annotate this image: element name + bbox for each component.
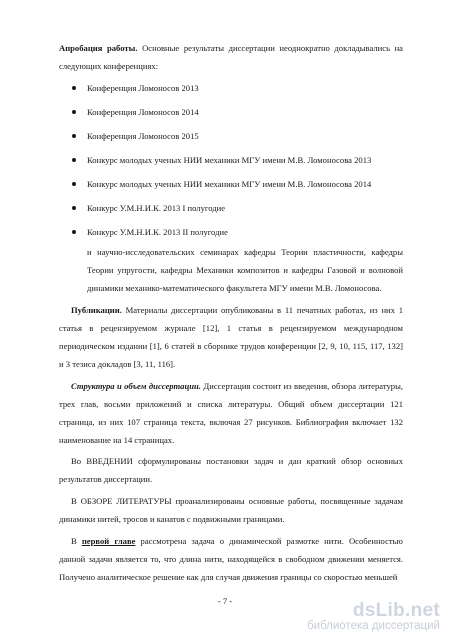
bullet-icon	[72, 158, 76, 162]
approbation-lead: Апробация работы.	[59, 43, 138, 53]
bullet-icon	[72, 134, 76, 138]
approbation-text: Основные результаты диссертации неоднократно докладывались на следующих конференциях:	[59, 43, 403, 71]
publications-paragraph	[59, 301, 403, 373]
approbation-paragraph	[59, 39, 403, 75]
bullet-icon	[72, 110, 76, 114]
publications-lead: Публикации.	[71, 305, 122, 315]
watermark-logo: dsLib.net	[352, 600, 440, 621]
watermark-tagline: библиотека диссертаций	[307, 620, 440, 632]
watermark	[307, 600, 440, 632]
bullet-icon	[72, 206, 76, 210]
chapter1-lead: первой главе	[81, 536, 136, 546]
bullet-icon	[72, 182, 76, 186]
page-number: - 7 -	[217, 596, 233, 606]
bullet-icon	[72, 86, 76, 90]
structure-paragraph	[59, 377, 403, 449]
chapter1-text: рассмотрена задача о динамической размотке нити. Особенностью данной задачи является то, что длина нити, находящейся в свободном движении меняется. Получено аналитическое решение как для случая движения границы со скоростью меньшей	[59, 536, 403, 582]
publications-text: Материалы диссертации опубликованы в 11 печатных работах, из них 1 статья в рецензируемом журнале [12], 1 статья в рецензируемом международном периодическом издании [1], 6 статей в сборнике трудов конференции [2, 9, 10, 115, 117, 132] и 3 тезиса докладов [3, 11, 116].	[59, 305, 403, 369]
seminars-paragraph: и научно-исследовательских семинарах кафедры Теории пластичности, кафедры Теории упругости, кафедры Механики композитов и кафедры Газовой и волновой динамики механико-математического факультета МГУ имени М.В. Ломоносова.	[87, 247, 403, 293]
structure-text: Диссертация состоит из введения, обзора литературы, трех глав, восьми приложений и списка литературы. Общий объем диссертации 121 страница, из них 107 страница текста, включая 27 рисунков. Библиография включает 132 наименование на 14 страницах.	[59, 381, 403, 445]
document-page: Апробация работы. Основные результаты диссертации неоднократно докладывались на следующих конференциях: Конференция Ломоносов 2013 Конференция Ломоносов 2014 Конференция Ломоносов 2015 Конкурс молодых ученых НИИ механики МГУ имени М.В. Ломоносова 2013 Конкурс молодых ученых НИИ механики МГУ имени М.В. Ломоносова 2014 Конкурс У.М.Н.И.К. 2013 I полугодие Конкурс У.М.Н.И.К. 2013 II полугодие и научно-исследовательских семинарах кафедры Теории пластичности, кафедры Теории упругости, кафедры Механики композитов и кафедры Газовой и волновой динамики механико-математического факультета МГУ имени М.В. Ломоносова. Публикации. Материалы диссертации опубликованы в 11 печатных работах, из них 1 статья в рецензируемом журнале [12], 1 статья в рецензируемом международном периодическом издании [1], 6 статей в сборнике трудов конференции [2, 9, 10, 115, 117, 132] и 3 тезиса докладов [3, 11, 116]. Структура и объем диссертации. Диссертация состоит из введения, обзора литературы, трех глав, восьми приложений и списка литературы. Общий объем диссертации 121 страница, из них 107 страница текста, включая 27 рисунков. Библиография включает 132 наименование на 14 страницах. Во ВВЕДЕНИИ сформулированы постановки задач и дан краткий обзор основных результатов диссертации. В ОБЗОРЕ ЛИТЕРАТУРЫ проанализированы основные работы, посвященные задачам динамики нитей, тросов и канатов с подвижными границами. В первой главе рассмотрена задача о динамической размотке нити. Особенностью данной задачи является то, что длина нити, находящейся в свободном движении меняется. Получено аналитическое решение как для случая движения границы со скоростью меньшей - 7 - dsLib.net библиотека диссертаций	[0, 0, 450, 637]
review-paragraph: В ОБЗОРЕ ЛИТЕРАТУРЫ проанализированы основные работы, посвященные задачам динамики нитей, тросов и канатов с подвижными границами.	[59, 496, 403, 524]
bullet-icon	[72, 230, 76, 234]
chapter1-paragraph: В первой главе рассмотрена задача о динамической размотке нити. Особенностью данной задачи является то, что длина нити, находящейся в свободном движении меняется. Получено аналитическое решение как для случая движения границы со скоростью меньшей	[59, 536, 403, 582]
structure-lead: Структура и объем диссертации.	[71, 381, 201, 391]
intro-paragraph: Во ВВЕДЕНИИ сформулированы постановки задач и дан краткий обзор основных результатов диссертации.	[59, 456, 403, 484]
